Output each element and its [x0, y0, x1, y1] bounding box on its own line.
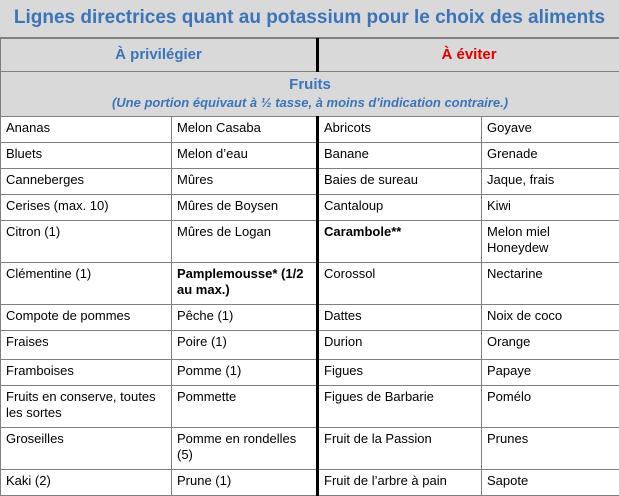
table-cell: Fruit de l’arbre à pain	[318, 470, 482, 496]
table-cell: Nectarine	[482, 263, 619, 305]
table-row	[1, 305, 619, 331]
table-cell: Grenade	[482, 143, 619, 169]
table-cell: Mûres	[172, 169, 318, 195]
table-cell: Durion	[318, 331, 482, 360]
table-cell: Figues de Barbarie	[318, 386, 482, 428]
table-row	[1, 386, 619, 428]
avoid-column-header: À éviter	[318, 39, 619, 72]
table-cell: Cerises (max. 10)	[1, 195, 172, 221]
table-row	[1, 470, 619, 496]
table-cell: Figues	[318, 360, 482, 386]
table-cell: Pêche (1)	[172, 305, 318, 331]
table-cell: Melon d’eau	[172, 143, 318, 169]
table-cell: Mûres de Boysen	[172, 195, 318, 221]
table-cell: Prunes	[482, 428, 619, 470]
potassium-table	[0, 38, 619, 496]
table-cell: Groseilles	[1, 428, 172, 470]
table-cell: Prune (1)	[172, 470, 318, 496]
table-cell: Pomme en rondelles (5)	[172, 428, 318, 470]
table-cell: Clémentine (1)	[1, 263, 172, 305]
page-title: Lignes directrices quant au potassium pour le choix des aliments	[0, 0, 619, 38]
table-cell: Pamplemousse* (1/2 au max.)	[172, 263, 318, 305]
table-cell: Framboises	[1, 360, 172, 386]
table-cell: Jaque, frais	[482, 169, 619, 195]
table-cell: Melon miel Honeydew	[482, 221, 619, 263]
table-cell: Kaki (2)	[1, 470, 172, 496]
table-row	[1, 195, 619, 221]
table-row	[1, 143, 619, 169]
table-cell: Dattes	[318, 305, 482, 331]
table-cell: Kiwi	[482, 195, 619, 221]
table-cell: Pomme (1)	[172, 360, 318, 386]
section-header	[1, 72, 619, 117]
section-note: (Une portion équivaut à ½ tasse, à moins d'indication contraire.)	[1, 94, 619, 112]
prefer-column-header: À privilégier	[1, 39, 318, 72]
table-cell: Orange	[482, 331, 619, 360]
table-row	[1, 428, 619, 470]
section-name: Fruits	[1, 76, 619, 94]
table-cell: Poire (1)	[172, 331, 318, 360]
table-cell: Papaye	[482, 360, 619, 386]
table-cell: Melon Casaba	[172, 117, 318, 143]
table-cell: Canneberges	[1, 169, 172, 195]
table-cell: Ananas	[1, 117, 172, 143]
table-cell: Pommette	[172, 386, 318, 428]
table-cell: Cantaloup	[318, 195, 482, 221]
table-row	[1, 169, 619, 195]
table-cell: Citron (1)	[1, 221, 172, 263]
table-cell: Pomélo	[482, 386, 619, 428]
table-cell: Carambole**	[318, 221, 482, 263]
table-cell: Fruits en conserve, toutes les sortes	[1, 386, 172, 428]
table-cell: Baies de sureau	[318, 169, 482, 195]
table-cell: Corossol	[318, 263, 482, 305]
table-row	[1, 221, 619, 263]
table-cell: Bluets	[1, 143, 172, 169]
table-cell: Fruit de la Passion	[318, 428, 482, 470]
table-cell: Compote de pommes	[1, 305, 172, 331]
table-row	[1, 360, 619, 386]
table-cell: Abricots	[318, 117, 482, 143]
table-cell: Goyave	[482, 117, 619, 143]
table-row	[1, 263, 619, 305]
table-cell: Fraises	[1, 331, 172, 360]
table-cell: Sapote	[482, 470, 619, 496]
table-row	[1, 117, 619, 143]
table-cell: Mûres de Logan	[172, 221, 318, 263]
table-cell: Banane	[318, 143, 482, 169]
table-cell: Noix de coco	[482, 305, 619, 331]
table-row	[1, 331, 619, 360]
